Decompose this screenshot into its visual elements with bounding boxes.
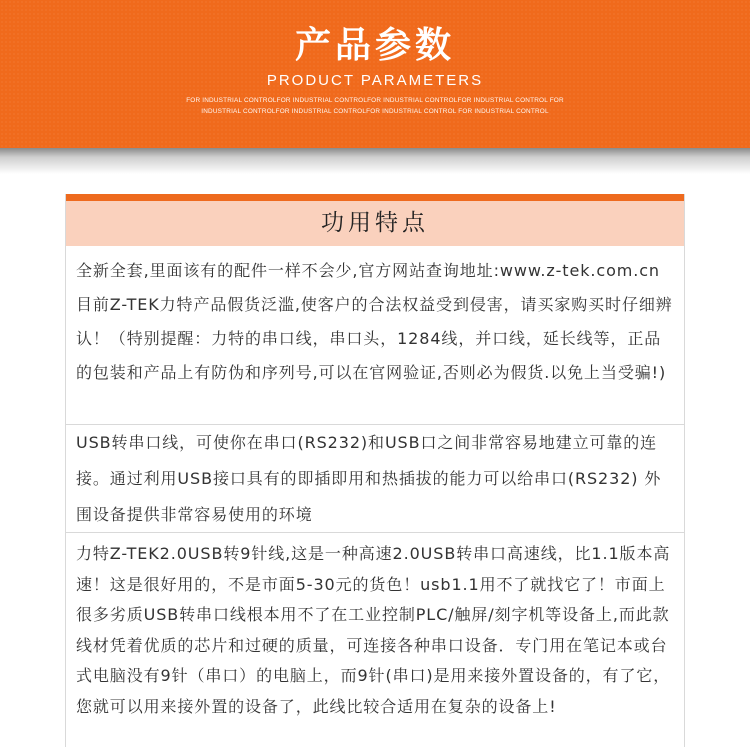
feature-paragraph-high-speed: 力特Z-TEK2.0USB转9针线,这是一种高速2.0USB转串口高速线，比1.1版本高速！这是很好用的，不是市面5-30元的货色！usb1.1用不了就找它了！市面上很多劣质USB转串口线根本用不了在工业控制PLC/触屏/刻字机等设备上,而此款线材凭着优质的芯片和过硬的质量，可连接各种串口设备．专门用在笔记本或台式电脑没有9针（串口）的电脑上，而9针(串口)是用来接外置设备的，有了它，您就可以用来接外置的设备了，此线比较合适用在复杂的设备上! (76, 544, 671, 716)
banner-tagline: FOR INDUSTRIAL CONTROLFOR INDUSTRIAL CONTROLFOR INDUSTRIAL CONTROLFOR INDUSTRIAL CONTROL FOR INDUSTRIAL CONTROLFOR INDUSTRIAL CONTROLFOR INDUSTRIAL CONTROL FOR INDUSTRIAL CONTROL (186, 97, 564, 115)
panel-accent-bar (66, 194, 684, 201)
feature-paragraph-authenticity: 全新全套,里面该有的配件一样不会少,官方网站查询地址:www.z-tek.com.cn目前Z-TEK力特产品假货泛滥,使客户的合法权益受到侵害，请买家购买时仔细辨认！（特别提醒：力特的串口线，串口头，1284线，并口线，延长线等，正品的包装和产品上有防伪和序列号,可以在官网验证,否则必为假货.以免上当受骗!) (76, 261, 673, 382)
section-heading: 功用特点 (66, 201, 684, 246)
banner-subtitle: PRODUCT PARAMETERS (266, 72, 484, 89)
divider (66, 532, 684, 533)
banner-shadow (0, 148, 750, 174)
features-panel (65, 194, 685, 747)
header-banner (0, 0, 750, 148)
feature-paragraph-usb-serial: USB转串口线，可使你在串口(RS232)和USB口之间非常容易地建立可靠的连接。通过利用USB接口具有的即插即用和热插拔的能力可以给串口(RS232) 外围设备提供非常容易使用的环境 (76, 433, 662, 524)
banner-title: 产品参数 (294, 25, 455, 66)
